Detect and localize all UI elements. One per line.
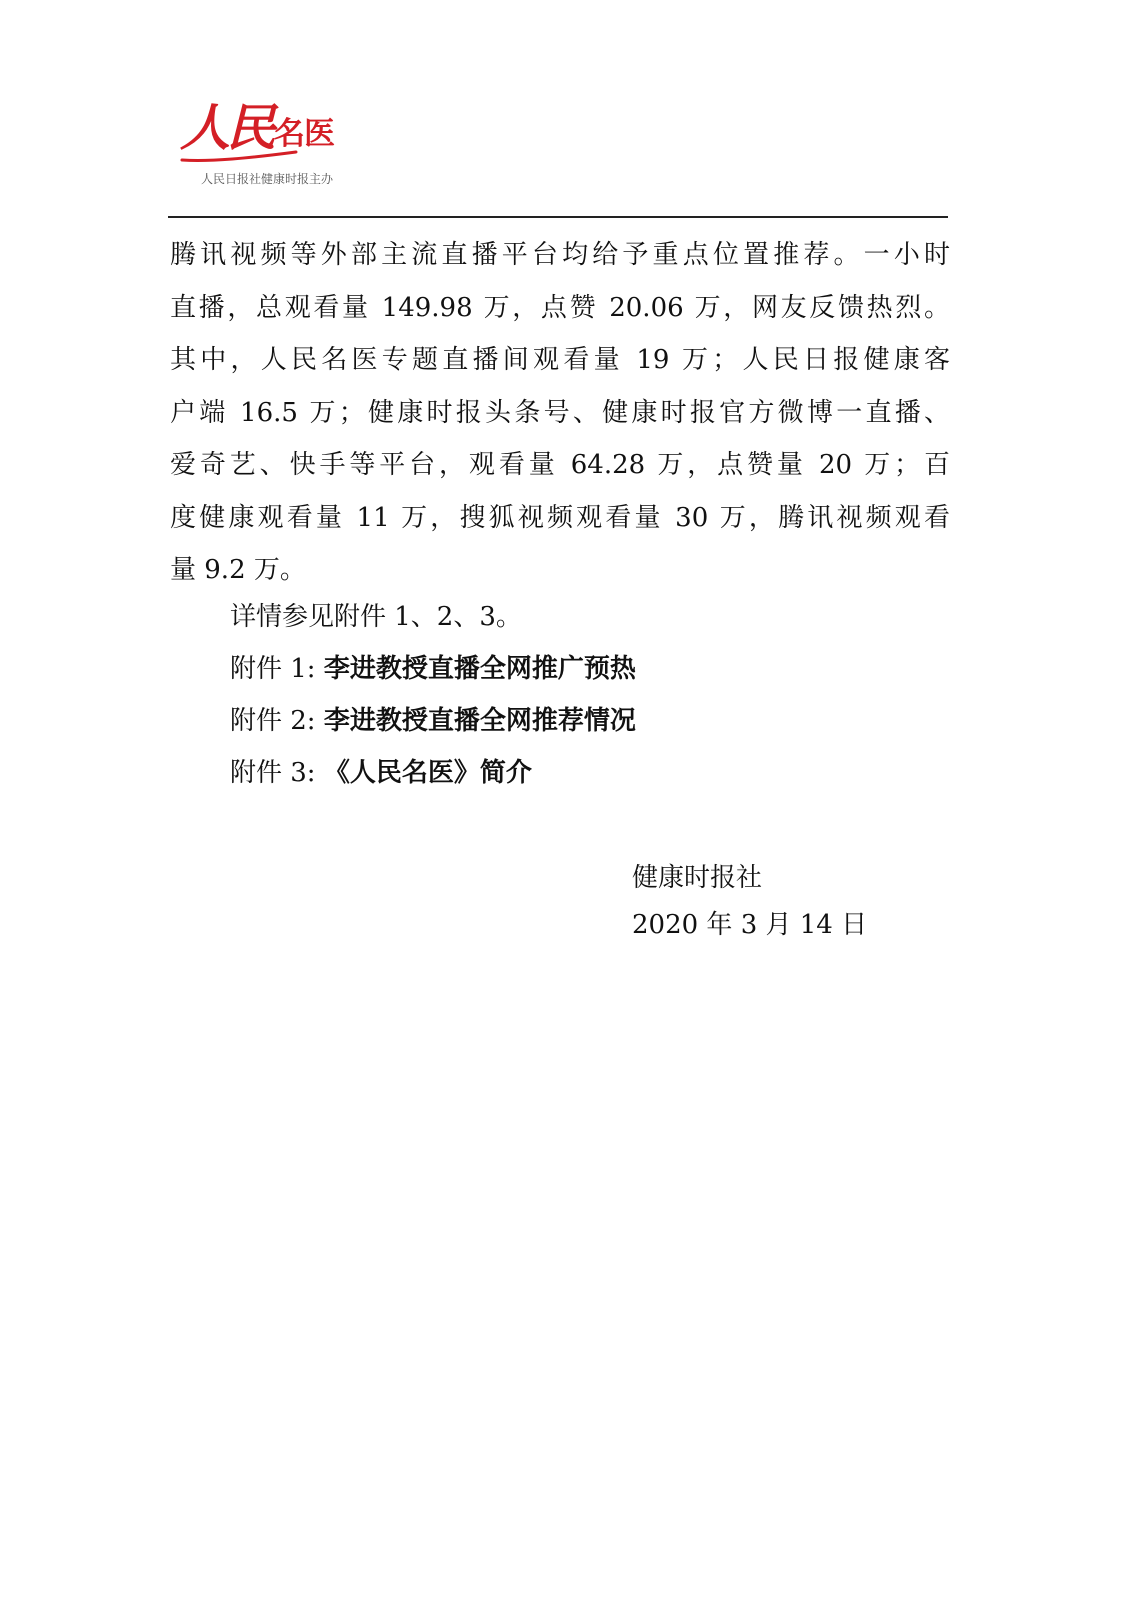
attachment-2 [230,700,636,737]
attachment-title: 李进教授直播全网推荐情况 [323,706,636,736]
attachment-3 [230,752,532,789]
attachment-prefix: 附件 3: [230,758,316,788]
logo-big-text: 人民 [180,98,272,157]
details-line: 详情参见附件 1、2、3。 [230,602,522,632]
logo-small-text: 名医 [274,116,334,152]
body-line: 户端 16.5 万；健康时报头条号、健康时报官方微博一直播、 [170,397,950,428]
body-line: 度健康观看量 11 万，搜狐视频观看量 30 万，腾讯视频观看 [170,502,950,533]
signature-org: 健康时报社 [632,863,763,893]
logo-subtitle: 人民日报社健康时报主办 [201,172,334,186]
logo-swoosh-icon [180,148,300,164]
body-line: 量 9.2 万。 [170,555,306,585]
attachment-title: 《人民名医》简介 [323,758,532,788]
body-line: 爱奇艺、快手等平台，观看量 64.28 万，点赞量 20 万；百 [170,450,950,480]
header-divider [168,216,948,218]
body-line: 直播，总观看量 149.98 万，点赞 20.06 万，网友反馈热烈。 [170,292,950,323]
attachment-title: 李进教授直播全网推广预热 [323,654,636,684]
attachment-1 [230,648,636,685]
attachment-prefix: 附件 1: [230,654,316,684]
attachment-prefix: 附件 2: [230,706,316,736]
body-line: 腾讯视频等外部主流直播平台均给予重点位置推荐。一小时 [170,240,950,270]
signature-date: 2020 年 3 月 14 日 [632,910,868,940]
body-paragraph [170,229,950,597]
logo [180,98,380,190]
body-line: 其中，人民名医专题直播间观看量 19 万；人民日报健康客 [170,345,950,375]
